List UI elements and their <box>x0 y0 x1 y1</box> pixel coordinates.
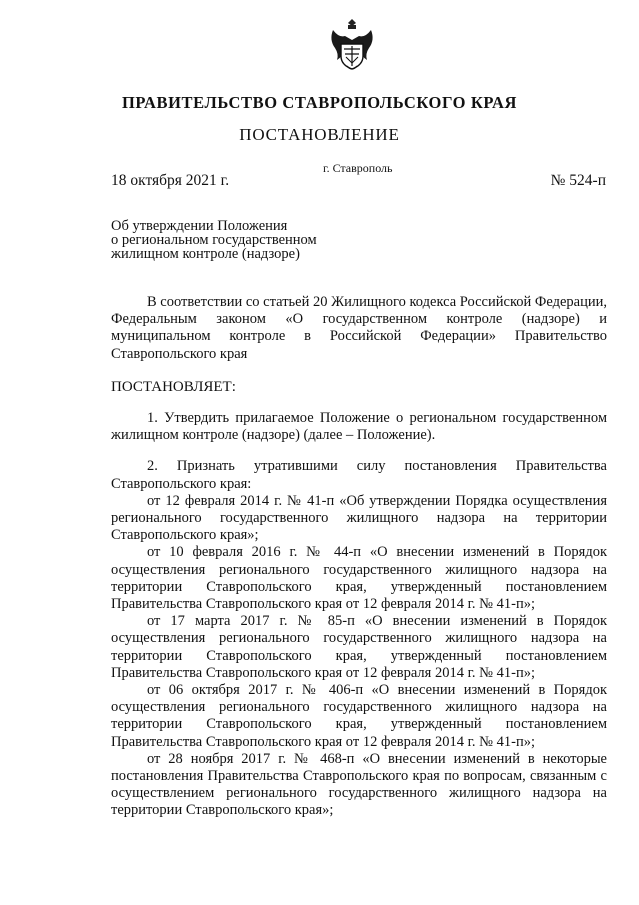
repealed-item: от 12 февраля 2014 г. № 41-п «Об утверждении Порядка осуществления регионального государственного жилищного надзора на территории Ставропольского края»; <box>111 492 607 544</box>
preamble-paragraph: В соответствии со статьей 20 Жилищного кодекса Российской Федерации, Федеральным законом «О государственном контроле (надзоре) и муниципальном контроле в Российской Федерации» Правительство Ставропольского края <box>111 294 607 362</box>
subject-line: Об утверждении Положения <box>111 218 288 234</box>
subject-line: жилищном контроле (надзоре) <box>111 246 300 262</box>
resolves-heading: ПОСТАНОВЛЯЕТ: <box>111 378 236 395</box>
item-2-intro: 2. Признать утратившими силу постановления Правительства Ставропольского края: <box>111 458 607 492</box>
coat-of-arms-icon <box>329 16 375 76</box>
repealed-item: от 10 февраля 2016 г. № 44-п «О внесении изменений в Порядок осуществления регионального государственного жилищного надзора на территории Ставропольского края, утвержденный постановлением Правительства Ставропольского края от 12 февраля 2014 г. № 41-п»; <box>111 544 607 613</box>
document-body <box>111 294 607 820</box>
repealed-item: от 17 марта 2017 г. № 85-п «О внесении изменений в Порядок осуществления регионального государственного жилищного надзора на территории Ставропольского края, утвержденный постановлением Правительства Ставропольского края от 12 февраля 2014 г. № 41-п»; <box>111 613 607 681</box>
document-city: г. Ставрополь <box>323 161 393 175</box>
repealed-item: от 28 ноября 2017 г. № 468-п «О внесении изменений в некоторые постановления Правительства Ставропольского края по вопросам, связанным с осуществлением регионального государственного жилищного надзора на территории Ставропольского края»; <box>111 750 607 819</box>
government-title: ПРАВИТЕЛЬСТВО СТАВРОПОЛЬСКОГО КРАЯ <box>121 93 518 112</box>
document-type: ПОСТАНОВЛЕНИЕ <box>239 125 400 144</box>
repealed-item: от 06 октября 2017 г. № 406-п «О внесении изменений в Порядок осуществления регионального государственного жилищного надзора на территории Ставропольского края, утвержденный постановлением Правительства Ставропольского края от 12 февраля 2014 г. № 41-п»; <box>111 682 607 750</box>
document-number: № 524-п <box>550 172 606 189</box>
document-date: 18 октября 2021 г. <box>111 172 230 189</box>
document-subject <box>111 219 371 261</box>
item-1-paragraph: 1. Утвердить прилагаемое Положение о региональном государственном жилищном контроле (надзоре) (далее – Положение). <box>111 410 607 444</box>
subject-line: о региональном государственном <box>111 232 317 248</box>
